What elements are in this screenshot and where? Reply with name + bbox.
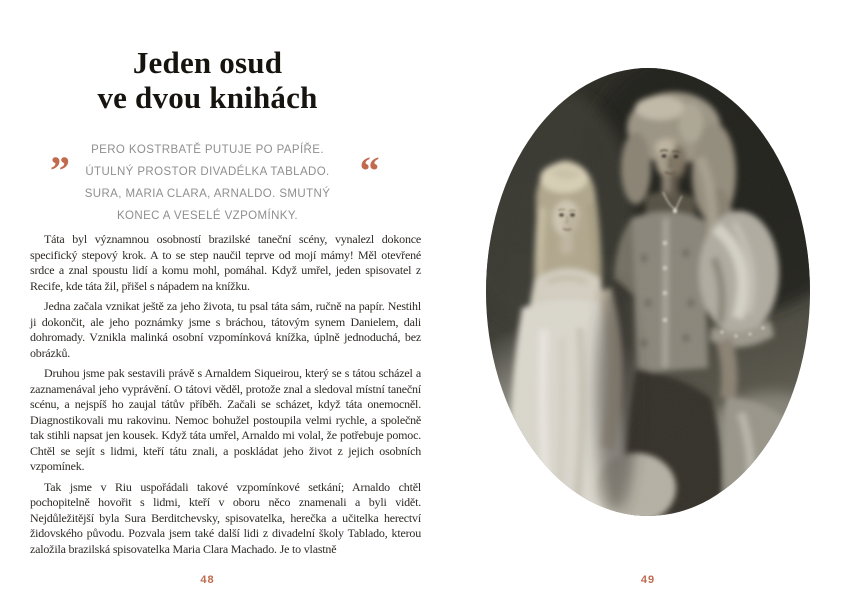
portrait-photo bbox=[486, 68, 810, 516]
pull-quote-line-3: SURA, MARIA CLARA, ARNALDO. SMUTNÝ bbox=[84, 188, 331, 200]
pull-quote-open-icon: ” bbox=[50, 148, 71, 193]
portrait-photo-illustration bbox=[486, 68, 810, 516]
page-number-left: 48 bbox=[200, 574, 215, 586]
pull-quote-close-icon: “ bbox=[359, 148, 380, 193]
body-text bbox=[30, 232, 421, 557]
pull-quote bbox=[30, 139, 385, 227]
chapter-header bbox=[30, 45, 385, 227]
chapter-title-line-1: Jeden osud bbox=[132, 45, 283, 80]
body-paragraph-1: Táta byl významnou osobností brazilské taneční scény, vynalezl dokonce specifický stepový krok. A to se step naučil teprve od mojí mámy! Měl otevřené srdce a znal spoustu lidí a komu mohl, pomáhal. Když umřel, jeden spisovatel z Recife, kde táta žil, přišel s nápadem na knížku. bbox=[30, 232, 421, 293]
pull-quote-line-1: PERO KOSTRBATĚ PUTUJE PO PAPÍŘE. bbox=[91, 144, 324, 156]
body-paragraph-2: Jedna začala vznikat ještě za jeho života, tu psal táta sám, ručně na papír. Nestihl ji dokončit, ale jeho poznámky jsme s bráchou, tátovým synem Danielem, dali dohromady. Vznikla malinká osobní vzpomínková knížka, úplně jednoduchá, bez obrázků. bbox=[30, 299, 421, 360]
chapter-title bbox=[30, 45, 385, 115]
page-number-right: 49 bbox=[640, 574, 656, 586]
body-paragraph-3: Druhou jsme pak sestavili právě s Arnaldem Siqueirou, který se s tátou scházel a zaznamenával jeho vyprávění. O tátovi věděl, protože znal a sledoval místní taneční scénu, a nejspíš ho zaujal tátův příběh. Začali se scházet, když táta onemocněl. Diagnostikovali mu rakovinu. Nemoc bohužel postoupila velmi rychle, a společně tak stihli napsat jen kousek. Když táta umřel, Arnaldo mi volal, že potřebuje pomoc. Chtěl se sejít s lidmi, kteří tátu znali, a poskládat jeho život z jejich osobních vzpomínek. bbox=[30, 366, 421, 473]
body-paragraph-4: Tak jsme v Riu uspořádali takové vzpomínkové setkání; Arnaldo chtěl pochopitelně hovořit s lidmi, kteří v oboru něco znamenali a byli vidět. Nejdůležitější byla Sura Berditchevsky, spisovatelka, herečka a učitelka herectví židovského původu. Pozvala jsem také další lidi z divadelní školy Tablado, kterou založila brazilská spisovatelka Maria Clara Machado. Je to vlastně bbox=[30, 479, 421, 556]
right-page bbox=[432, 0, 864, 613]
chapter-title-line-2: ve dvou knihách bbox=[97, 80, 318, 115]
pull-quote-line-4: KONEC A VESELÉ VZPOMÍNKY. bbox=[116, 210, 299, 222]
pull-quote-line-2: ÚTULNÝ PROSTOR DIVADÉLKA TABLADO. bbox=[85, 166, 330, 178]
